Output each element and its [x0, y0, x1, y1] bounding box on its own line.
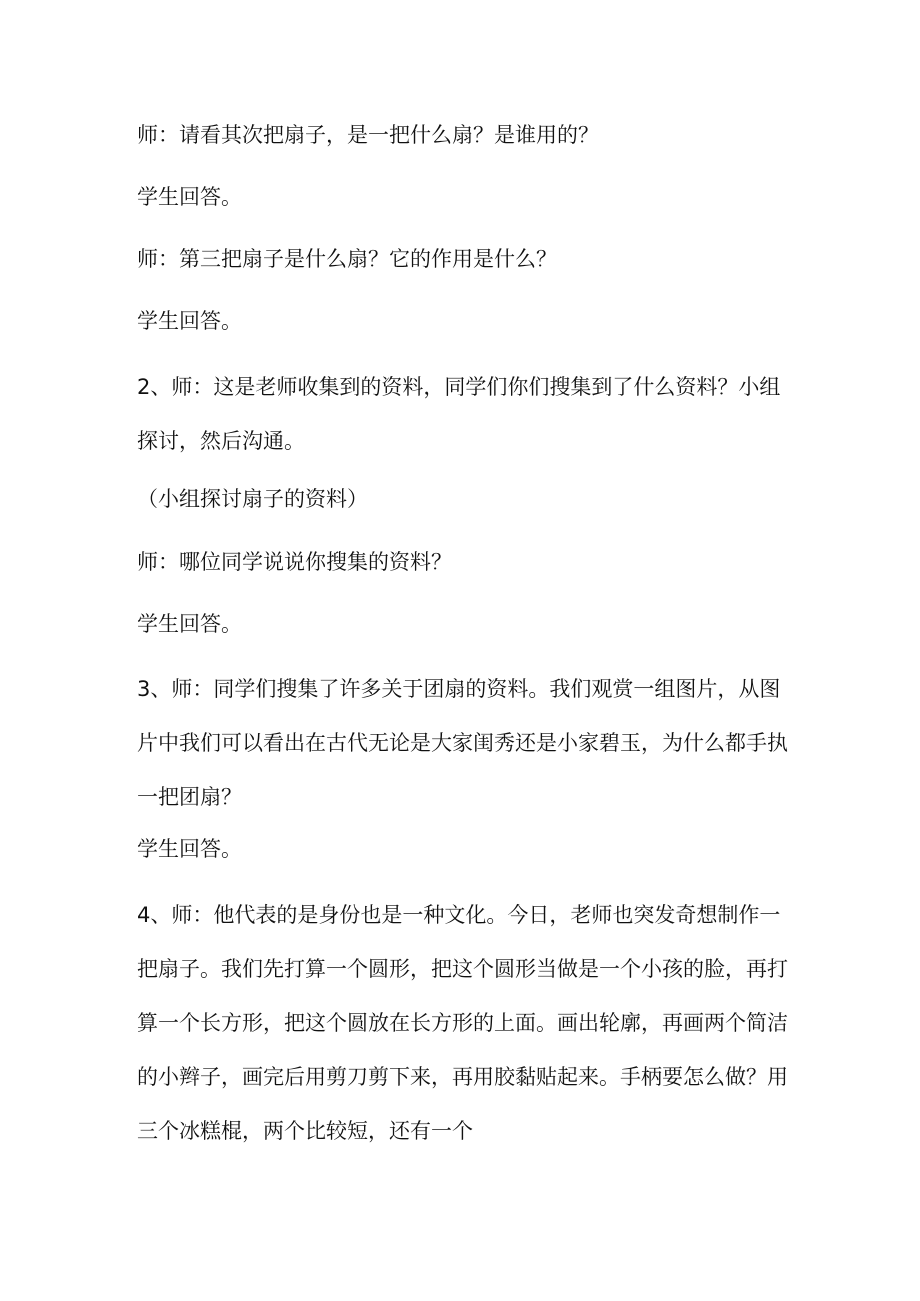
paragraph-student-answer: 学生回答。	[137, 185, 242, 209]
paragraph-teacher-who-shares: 师：哪位同学说说你搜集的资料？	[137, 550, 452, 574]
paragraph-student-answer: 学生回答。	[137, 309, 242, 333]
paragraph-step-3: 3、师：同学们搜集了许多关于团扇的资料。我们观赏一组图片，从图片中我们可以看出在古代无论是大家闺秀还是小家碧玉，为什么都手执一把团扇？	[137, 677, 788, 809]
paragraph-student-answer: 学生回答。	[137, 612, 242, 636]
paragraph-step-2: 2、师：这是老师收集到的资料，同学们你们搜集到了什么资料？小组探讨，然后沟通。	[137, 375, 781, 453]
paragraph-teacher-third-fan: 师：第三把扇子是什么扇？它的作用是什么？	[137, 247, 557, 271]
paragraph-group-discussion: （小组探讨扇子的资料）	[137, 487, 368, 511]
paragraph-teacher-second-fan: 师：请看其次把扇子，是一把什么扇？是谁用的？	[137, 123, 599, 147]
paragraph-student-answer: 学生回答。	[137, 837, 242, 861]
paragraph-step-4: 4、师：他代表的是身份也是一种文化。今日，老师也突发奇想制作一把扇子。我们先打算一个圆形，把这个圆形当做是一个小孩的脸，再打算一个长方形，把这个圆放在长方形的上面。画出轮廓，再画两个简洁的小辫子，画完后用剪刀剪下来，再用胶黏贴起来。手柄要怎么做？用三个冰糕棍，两个比较短，还有一个	[137, 903, 788, 1143]
